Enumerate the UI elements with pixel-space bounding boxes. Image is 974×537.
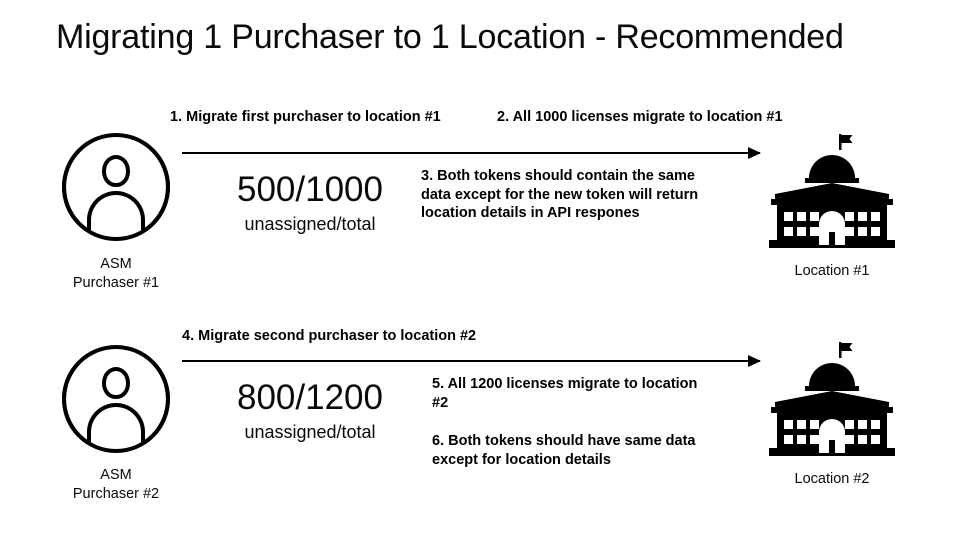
avatar-mask [66, 444, 166, 458]
arrow-shaft [182, 360, 760, 362]
person-label-1-line1: ASM [100, 256, 132, 272]
fraction-1-value: 500/1000 [237, 170, 383, 209]
government-building-icon-1 [757, 132, 907, 250]
fraction-2-sub: unassigned/total [244, 422, 376, 442]
government-building-icon-2 [757, 340, 907, 458]
avatar-mask [66, 232, 166, 246]
step-6-note: 6. Both tokens should have same data except for location details [432, 433, 696, 468]
person-label-2 [26, 466, 206, 504]
person-label-1-line2: Purchaser #1 [72, 275, 160, 291]
person-avatar-icon-2 [62, 345, 170, 453]
right-arrow-icon-1 [182, 147, 760, 159]
step-4-label: 4. Migrate second purchaser to location #2 [182, 328, 477, 344]
step-5-note: 5. All 1200 licenses migrate to location #2 [432, 376, 698, 411]
building-label-2: Location #2 [794, 471, 870, 487]
avatar-head [102, 367, 130, 399]
step-1-label: 1. Migrate first purchaser to location #1 [170, 109, 441, 125]
person-label-2-line2: Purchaser #2 [72, 486, 160, 502]
person-avatar-icon-1 [62, 133, 170, 241]
building-label-1: Location #1 [794, 263, 870, 279]
person-label-1 [26, 255, 206, 293]
right-arrow-icon-2 [182, 355, 760, 367]
step-2-label: 2. All 1000 licenses migrate to location #1 [497, 109, 783, 125]
avatar-head [102, 155, 130, 187]
page-title: Migrating 1 Purchaser to 1 Location - Recommended [56, 18, 844, 56]
person-label-2-line1: ASM [100, 467, 132, 483]
step-3-note: 3. Both tokens should contain the same data except for the new token will return location details in API respones [421, 168, 699, 221]
fraction-1-sub: unassigned/total [244, 214, 376, 234]
fraction-2 [190, 378, 430, 444]
fraction-2-value: 800/1200 [237, 378, 383, 417]
arrow-shaft [182, 152, 760, 154]
fraction-1 [190, 170, 430, 236]
